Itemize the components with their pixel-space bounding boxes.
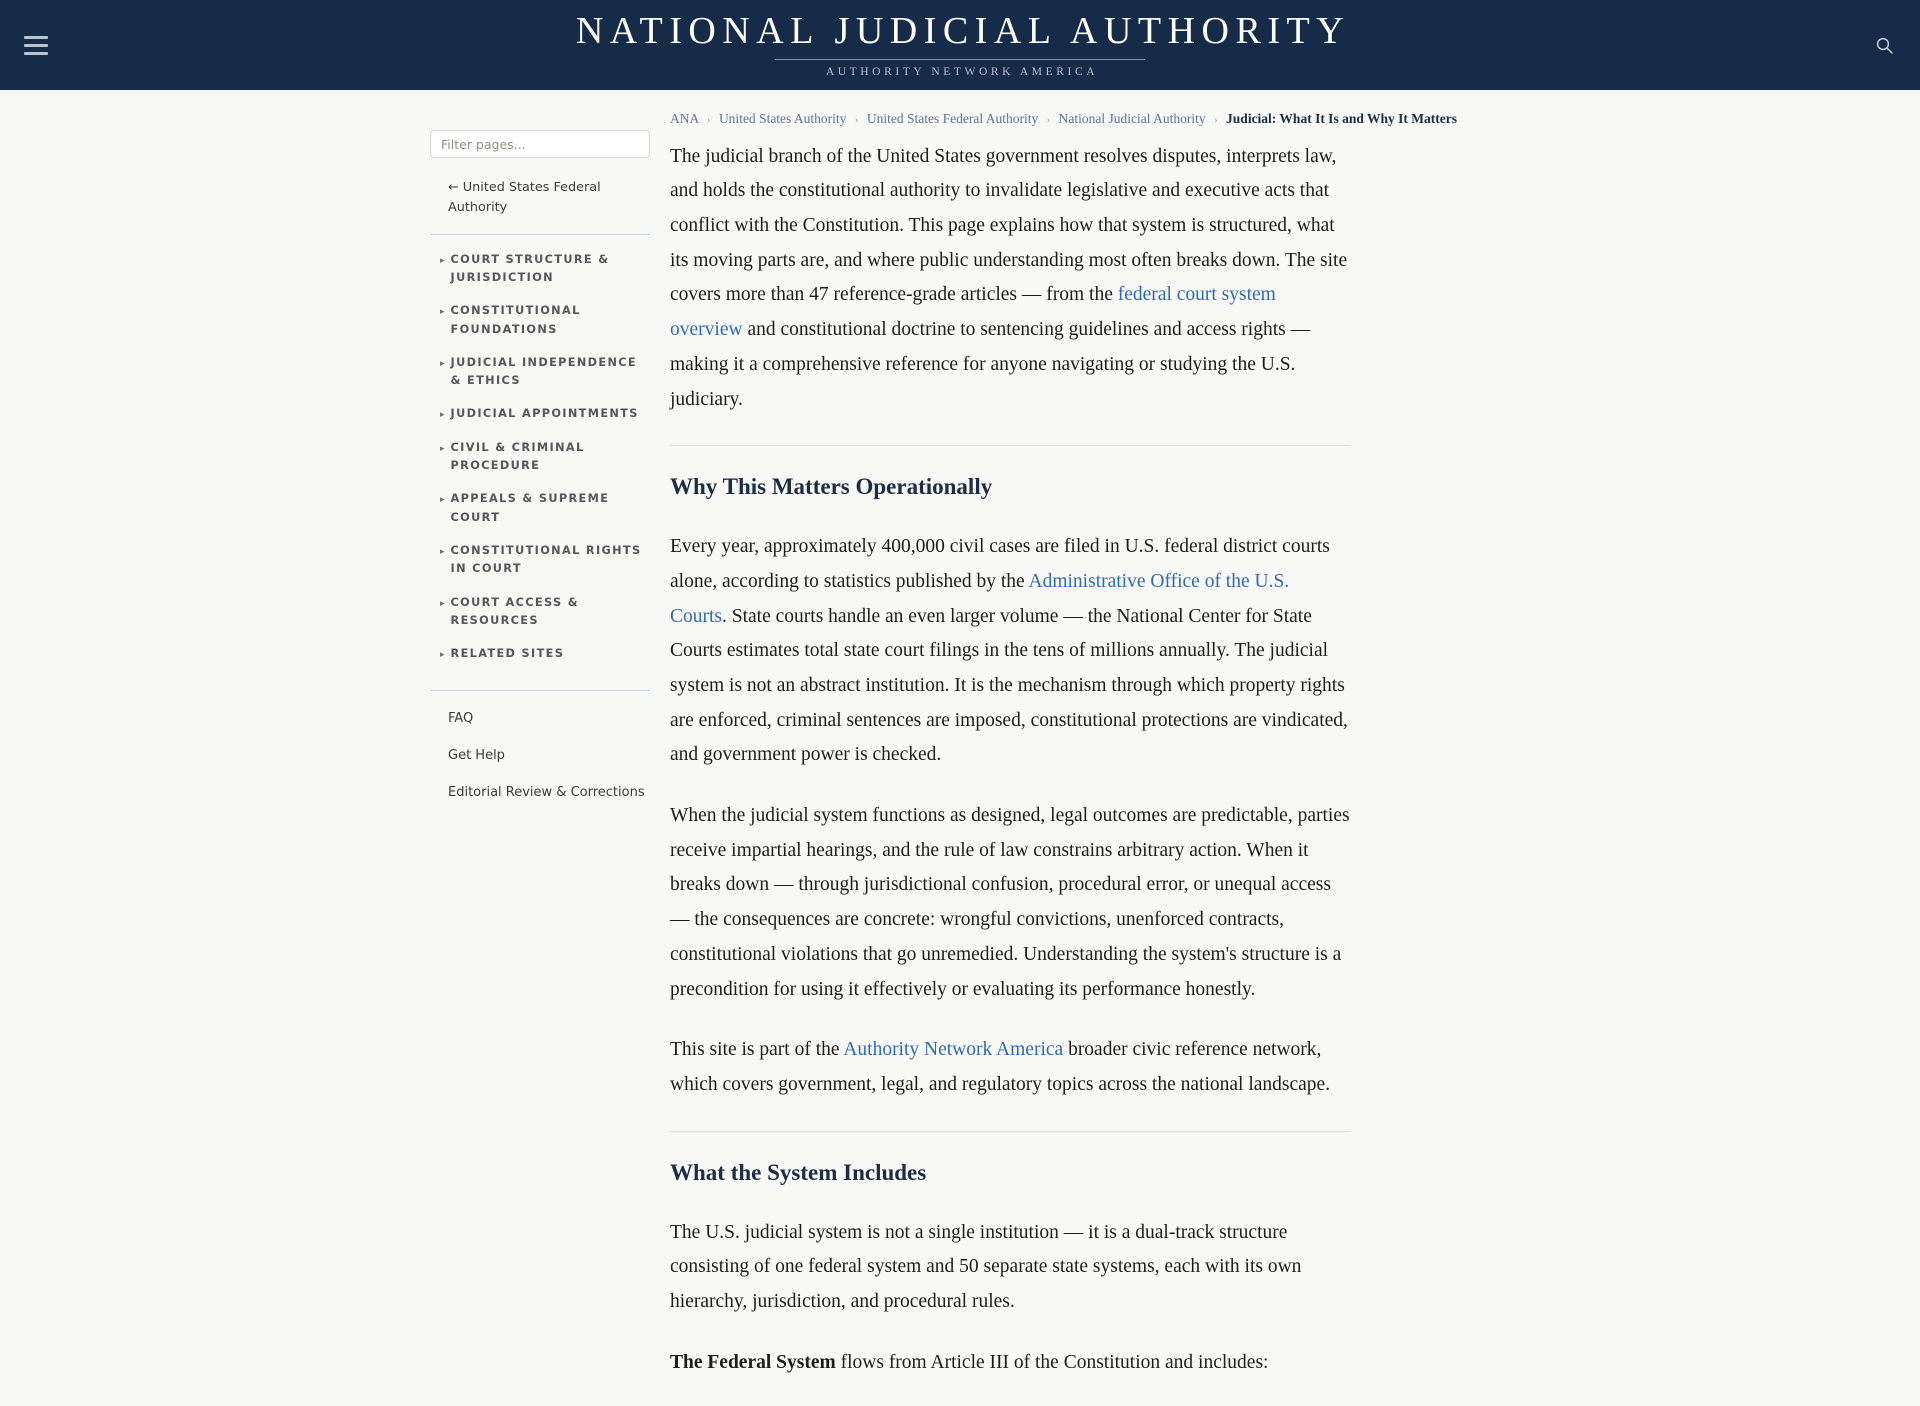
section-divider xyxy=(670,445,1350,446)
filter-pages-input[interactable] xyxy=(430,130,650,158)
sidebar-item-related-sites[interactable] xyxy=(430,645,650,678)
page-body xyxy=(0,90,1920,1406)
hamburger-bar xyxy=(24,44,48,47)
sidebar xyxy=(430,108,650,820)
chevron-right-icon: ▸ xyxy=(440,494,445,505)
site-header xyxy=(0,0,1920,90)
why-p1-part-two: . State courts handle an even larger volume — the National Center for State Courts estimates total state court filings in the tens of millions annually. The judicial system is not an abstract institution. It is the mechanism through which property rights are enforced, criminal sentences are imposed, constitutional protections are vindicated, and government power is checked. xyxy=(670,605,1348,766)
hamburger-icon[interactable] xyxy=(14,23,58,67)
sidebar-link-editorial-review[interactable]: Editorial Review & Corrections xyxy=(448,785,645,801)
sidebar-item-appeals-supreme-court[interactable] xyxy=(430,490,650,542)
includes-paragraph-one: The U.S. judicial system is not a single institution — it is a dual-track structure consisting of one federal system and 50 separate state systems, each with its own hierarchy, jurisdiction, and procedural rules. xyxy=(670,1221,1302,1312)
list-item xyxy=(448,783,650,820)
site-tagline: AUTHORITY NETWORK AMERICA xyxy=(825,65,1099,78)
administrative-office-courts-link[interactable]: Administrative Office of the U.S. Courts xyxy=(670,570,1290,627)
sidebar-item-constitutional-rights[interactable] xyxy=(430,542,650,594)
federal-system-rest: flows from Article III of the Constitution and includes: xyxy=(835,1351,1269,1373)
sidebar-item-label: COURT ACCESS & RESOURCES xyxy=(450,595,579,627)
why-paragraph-one xyxy=(670,530,1350,773)
section-divider xyxy=(670,1131,1350,1132)
list-item xyxy=(448,746,650,783)
section-heading-what-system-includes: What the System Includes xyxy=(670,1159,927,1185)
chevron-right-icon: ▸ xyxy=(440,306,445,317)
why-p1-part-one: Every year, approximately 400,000 civil cases are filed in U.S. federal district courts alone, according to statistics published by the xyxy=(670,536,1330,592)
sidebar-item-judicial-appointments[interactable] xyxy=(430,405,650,438)
list-item xyxy=(448,709,650,746)
sidebar-item-label: JUDICIAL APPOINTMENTS xyxy=(450,407,639,421)
breadcrumb-current-page: Judicial: What It Is and Why It Matters xyxy=(1226,111,1457,126)
sidebar-item-label: JUDICIAL INDEPENDENCE & ETHICS xyxy=(450,355,637,388)
intro-text-part-one: The judicial branch of the United States government resolves disputes, interprets law, and holds the constitutional authority to invalidate legislative and executive acts that conflict with the Constitution. This page explains how that system is structured, what its moving parts are, and where public understanding most often breaks down. The site covers more than 47 reference-grade articles — from the xyxy=(670,145,1348,306)
section-heading-why-this-matters: Why This Matters Operationally xyxy=(670,474,993,500)
federal-system-emphasis: The Federal System xyxy=(670,1351,836,1373)
sidebar-footer-links xyxy=(430,691,650,820)
chevron-right-icon: ▸ xyxy=(440,597,445,608)
main-content xyxy=(670,108,1457,1406)
sidebar-column xyxy=(0,108,670,820)
brand-divider xyxy=(775,59,1145,60)
includes-paragraph-two xyxy=(670,1346,1350,1381)
sidebar-item-court-access[interactable] xyxy=(430,594,650,646)
breadcrumb-item-national-judicial-authority[interactable]: National Judicial Authority xyxy=(1058,111,1206,126)
breadcrumb-item-united-states-authority[interactable]: United States Authority xyxy=(718,111,847,126)
sidebar-link-faq[interactable]: FAQ xyxy=(448,711,474,727)
breadcrumb-item-us-federal-authority[interactable]: United States Federal Authority xyxy=(866,111,1039,126)
sidebar-link-get-help[interactable]: Get Help xyxy=(448,748,505,764)
intro-paragraph xyxy=(670,140,1350,418)
hamburger-bar xyxy=(24,36,48,39)
sidebar-nav-list xyxy=(430,235,650,679)
breadcrumb-separator: › xyxy=(854,114,859,126)
chevron-right-icon: ▸ xyxy=(440,649,445,660)
sidebar-item-label: RELATED SITES xyxy=(450,647,565,661)
sidebar-item-constitutional-foundations[interactable] xyxy=(430,302,650,354)
sidebar-item-label: CIVIL & CRIMINAL PROCEDURE xyxy=(450,440,585,473)
back-to-parent-link[interactable]: ← United States Federal Authority xyxy=(448,180,601,215)
breadcrumb-separator: › xyxy=(1046,114,1051,126)
sidebar-item-label: COURT STRUCTURE & JURISDICTION xyxy=(450,252,610,284)
breadcrumb-item-ana[interactable]: ANA xyxy=(670,111,699,126)
sidebar-item-label: CONSTITUTIONAL RIGHTS IN COURT xyxy=(450,543,642,576)
chevron-right-icon: ▸ xyxy=(440,545,445,556)
chevron-right-icon: ▸ xyxy=(440,409,445,420)
network-text-part-one: This site is part of the xyxy=(670,1039,844,1061)
why-paragraph-three xyxy=(670,1033,1350,1102)
chevron-right-icon: ▸ xyxy=(440,442,445,453)
sidebar-item-court-structure[interactable] xyxy=(430,251,650,303)
sidebar-item-label: APPEALS & SUPREME COURT xyxy=(450,492,610,524)
sidebar-item-civil-criminal-procedure[interactable] xyxy=(430,439,650,491)
federal-court-system-overview-link[interactable]: federal court system overview xyxy=(670,284,1276,341)
sidebar-item-label: CONSTITUTIONAL FOUNDATIONS xyxy=(450,304,581,336)
breadcrumb-separator: › xyxy=(706,114,711,126)
search-glyph xyxy=(1875,36,1894,55)
breadcrumb xyxy=(670,108,1457,130)
intro-text-part-two: and constitutional doctrine to sentencing guidelines and access rights — making it a comprehensive reference for anyone navigating or studying the U.S. judiciary. xyxy=(670,319,1311,410)
hamburger-bar xyxy=(24,52,48,55)
chevron-right-icon: ▸ xyxy=(440,357,445,368)
site-brand xyxy=(570,9,1351,79)
authority-network-america-link[interactable]: Authority Network America xyxy=(843,1039,1064,1061)
network-text-part-two: broader civic reference network, which covers government, legal, and regulatory topics across the national landscape. xyxy=(670,1039,1331,1095)
sidebar-item-judicial-independence[interactable] xyxy=(430,354,650,406)
chevron-right-icon: ▸ xyxy=(440,254,445,265)
breadcrumb-separator: › xyxy=(1214,114,1218,126)
why-paragraph-two: When the judicial system functions as designed, legal outcomes are predictable, parties receive impartial hearings, and the rule of law constrains arbitrary action. When it breaks down — through jurisdictional confusion, procedural error, or unequal access — the consequences are concrete: wrongful convictions, unenforced contracts, constitutional violations that go unremedied. Understanding the system's structure is a precondition for using it effectively or evaluating its performance honestly. xyxy=(670,805,1350,1000)
site-title: NATIONAL JUDICIAL AUTHORITY xyxy=(575,9,1351,52)
search-icon[interactable] xyxy=(1864,25,1904,65)
